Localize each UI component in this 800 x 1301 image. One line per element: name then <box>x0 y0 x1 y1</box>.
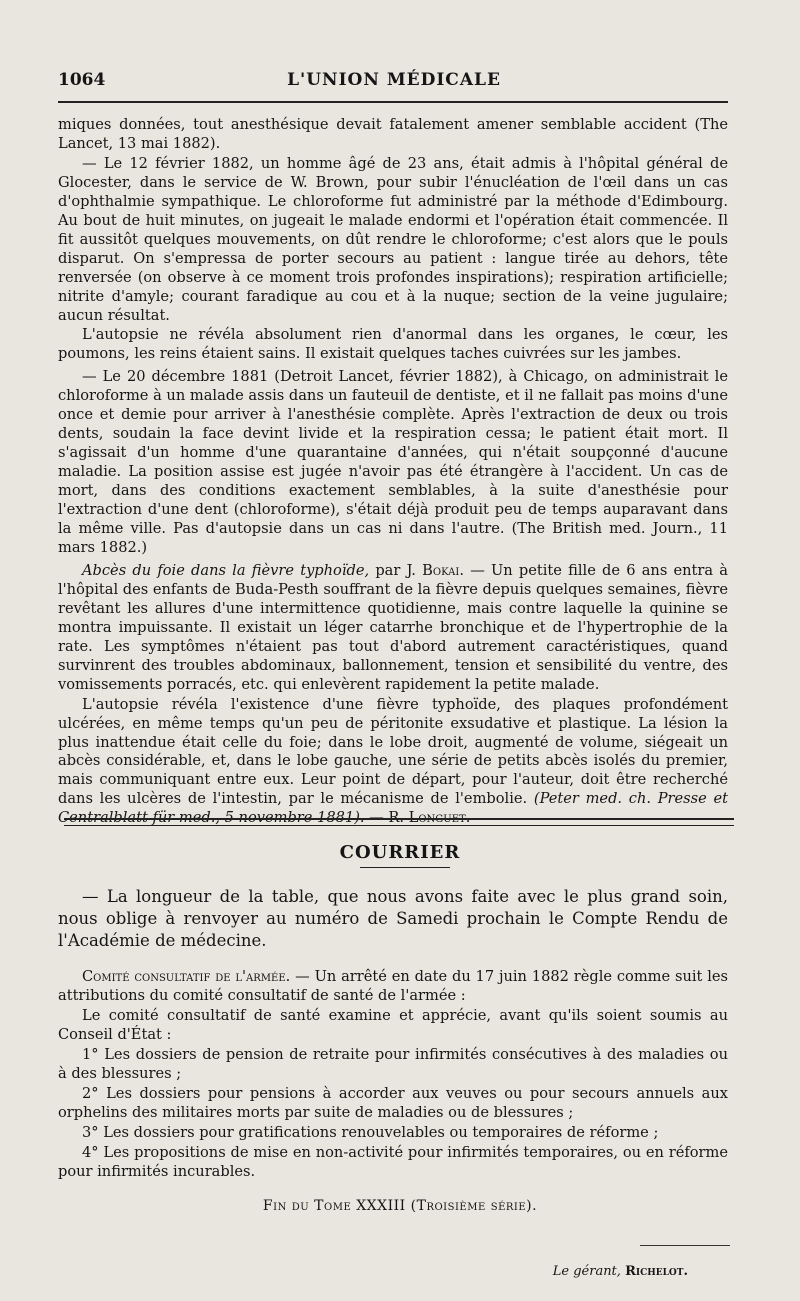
courrier-title: COURRIER <box>339 842 461 863</box>
gerant-name: Richelot. <box>625 1264 688 1279</box>
abces-by: par J. <box>375 561 416 579</box>
paragraph-4: — Le 20 décembre 1881 (Detroit Lancet, février 1882), à Chicago, on administrait le chloroforme à un malade assis dans un fauteuil de dentiste, et il ne fallait pas moins d'une once et demie pour arriver à l'anesthésie complète. Après l'extraction de deux ou trois dents, soudain la face devint livide et la respiration cessa; le patient était mort. Il s'agissait d'un homme d'une quarantaine d'années, qui n'était soupçonné d'aucune maladie. La position assise est jugée n'avoir pas été étrangère à l'accident. Un cas de mort, dans des conditions exactement semblables, à la suite d'anesthésie pour l'extraction d'une dent (chloroforme), s'était déjà produit peu de temps auparavant dans la même ville. Pas d'autopsie dans un cas ni dans l'autre. (The British med. Journ., 11 mars 1882.) <box>58 368 728 556</box>
paragraph-3: L'autopsie ne révéla absolument rien d'anormal dans les organes, le cœur, les poumons, les reins étaient sains. Il existait quelques taches cuivrées sur les jambes. <box>58 326 728 363</box>
comite-paragraph <box>58 968 728 1006</box>
running-head <box>58 70 730 100</box>
paragraph-1: miques données, tout anesthésique devait fatalement amener semblable accident (The Lancet, 13 mai 1882). <box>58 116 728 152</box>
comite-intro: Le comité consultatif de santé examine et apprécie, avant qu'ils soient soumis au Conseil d'État : <box>58 1006 728 1043</box>
comite-head: Comité consultatif de l'armée. <box>82 968 291 985</box>
comite-text: — Un arrêté en date du 17 juin 1882 règle comme suit les attributions du comité consultatif de santé de l'armée : <box>58 968 729 1004</box>
item-3: 3° Les dossiers pour gratifications renouvelables ou temporaires de réforme ; <box>82 1123 659 1141</box>
courrier-underline <box>360 867 450 868</box>
gerant-signature <box>553 1264 688 1279</box>
paragraph-2: — Le 12 février 1882, un homme âgé de 23 ans, était admis à l'hôpital général de Glocester, dans le service de W. Brown, pour subir l'énucléation de l'œil dans un cas d'ophthalmie sympathique. Le chloroforme fut administré par la méthode d'Edimbourg. Au bout de huit minutes, on jugeait le malade endormi et l'opération était commencée. Il fit aussitôt quelques mouvements, on dût rendre le chloroforme; c'est alors que le pouls disparut. On s'empressa de porter secours au patient : langue tirée au dehors, tête renversée (on observe à ce moment trois profondes inspirations); respiration artificielle; nitrite d'amyle; courant faradique au cou et à la nuque; section de la veine jugulaire; aucun résultat. <box>58 154 728 324</box>
section-divider <box>64 818 734 826</box>
courrier-body <box>58 886 728 1181</box>
gerant-label: Le gérant, <box>552 1264 621 1279</box>
abces-text: — Un petite fille de 6 ans entra à l'hôpital des enfants de Buda-Pesth souffrant de la fièvre depuis quelques semaines, fièvre revêtant les allures d'une intermittence quotidienne, mais contre laquelle la quinine se montra impuissante. Il existait un léger catarrhe bronchique et de l'hypertrophie de la rate. Les symptômes n'étaient pas tout d'abord autrement caractéristiques, quand survinrent des troubles abdominaux, ballonnement, tension et sensibilité du ventre, des vomissements porracés, etc. qui enlevèrent rapidement la petite malade. <box>58 561 729 693</box>
abces-title: Abcès du foie dans la fièvre typhoïde, <box>82 561 370 579</box>
paragraph-5 <box>58 562 728 695</box>
bottom-rule <box>640 1245 730 1246</box>
header-rule <box>58 101 728 103</box>
journal-title: L'UNION MÉDICALE <box>287 70 501 90</box>
article-body <box>58 116 728 828</box>
p6-text: L'autopsie révéla l'existence d'une fièvre typhoïde, des plaques profondément ulcérées, en même temps qu'un peu de péritonite exsudative et plastique. La lésion la plus inattendue était celle du foie; dans le lobe droit, augmenté de volume, siégeait un abcès considérable, et, dans le lobe gauche, une série de petits abcès isolés du premier, mais communiquant entre eux. Leur point de départ, pour l'auteur, doit être recherché dans les ulcères de l'intestin, par le mécanisme de l'embolie. <box>58 695 728 808</box>
paragraph-6 <box>58 696 728 829</box>
abces-author: Bokai. <box>422 561 464 579</box>
page-number: 1064 <box>58 70 106 90</box>
p6-source: (Peter med. ch. Presse et Centralblatt für med., 5 novembre 1881). — <box>58 790 729 827</box>
p6-signature: R. Longuet. <box>388 809 471 827</box>
item-2: 2° Les dossiers pour pensions à accorder aux veuves ou pour secours annuels aux orphelins des militaires morts par suite de maladies ou de blessures ; <box>58 1084 728 1121</box>
item-4: 4° Les propositions de mise en non-activité pour infirmités temporaires, ou en réforme pour infirmités incurables. <box>58 1143 728 1180</box>
end-of-volume: Fin du Tome XXXIII (Troisième série). <box>262 1198 538 1214</box>
item-1: 1° Les dossiers de pension de retraite pour infirmités consécutives à des maladies ou à des blessures ; <box>58 1045 728 1082</box>
courrier-lead: — La longueur de la table, que nous avons faite avec le plus grand soin, nous oblige à renvoyer au numéro de Samedi prochain le Compte Rendu de l'Académie de médecine. <box>58 887 728 950</box>
